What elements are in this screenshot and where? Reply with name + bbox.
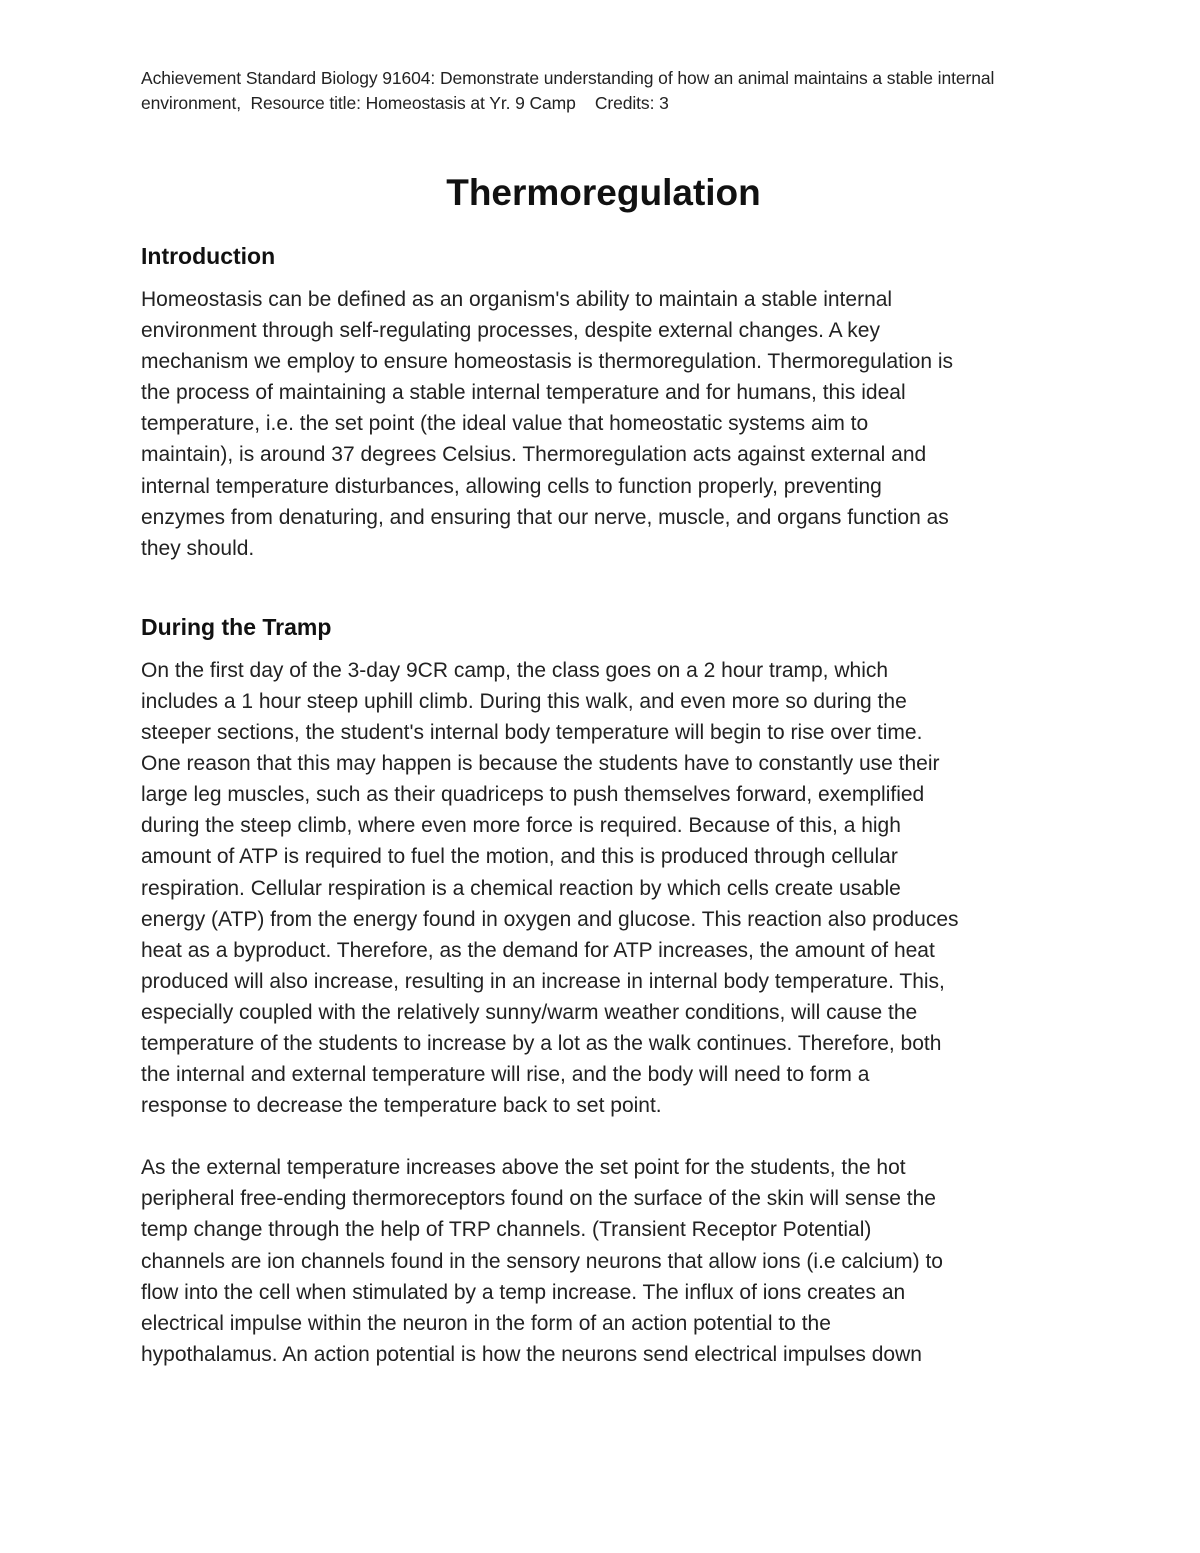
section-heading-introduction: Introduction — [141, 243, 276, 269]
achievement-standard-note — [141, 66, 1066, 116]
document-title: Thermoregulation — [446, 172, 761, 213]
text-line: Homeostasis can be defined as an organism's ability to maintain a stable internal — [141, 288, 893, 311]
text-line: response to decrease the temperature back to set point. — [141, 1094, 662, 1118]
text-line: channels are ion channels found in the sensory neurons that allow ions (i.e calcium) to — [141, 1249, 943, 1273]
text-line: electrical impulse within the neuron in the form of an action potential to the — [141, 1311, 831, 1335]
text-line: includes a 1 hour steep uphill climb. During this walk, and even more so during the — [141, 689, 907, 713]
text-line: especially coupled with the relatively sunny/warm weather conditions, will cause the — [141, 1000, 918, 1024]
text-line: As the external temperature increases above the set point for the students, the hot — [141, 1156, 906, 1180]
text-line: temp change through the help of TRP channels. (Transient Receptor Potential) — [141, 1218, 872, 1242]
header-note-line: Achievement Standard Biology 91604: Demonstrate understanding of how an animal maintains a stable internal — [141, 68, 995, 88]
section-heading-during-the-tramp: During the Tramp — [141, 613, 332, 640]
text-line: enzymes from denaturing, and ensuring that our nerve, muscle, and organs function as — [141, 505, 949, 529]
text-line: On the first day of the 3-day 9CR camp, the class goes on a 2 hour tramp, which — [141, 658, 889, 682]
header-note-line: environment, Resource title: Homeostasis at Yr. 9 Camp Credits: 3 — [141, 93, 669, 113]
text-line: hypothalamus. An action potential is how the neurons send electrical impulses down — [141, 1342, 922, 1366]
text-line: environment through self-regulating processes, despite external changes. A key — [141, 319, 880, 343]
tramp-paragraph-2 — [141, 1152, 1066, 1370]
text-line: produced will also increase, resulting in an increase in internal body temperature. This, — [141, 969, 945, 993]
tramp-paragraph-1 — [141, 655, 1066, 1121]
text-line: internal temperature disturbances, allowing cells to function properly, preventing — [141, 474, 882, 498]
text-line: mechanism we employ to ensure homeostasis is thermoregulation. Thermoregulation is — [141, 350, 953, 374]
text-line: maintain), is around 37 degrees Celsius. Thermoregulation acts against external and — [141, 443, 927, 467]
text-line: peripheral free-ending thermoreceptors found on the surface of the skin will sense the — [141, 1187, 936, 1211]
text-line: temperature of the students to increase by a lot as the walk continues. Therefore, both — [141, 1031, 942, 1055]
text-line: during the steep climb, where even more force is required. Because of this, a high — [141, 814, 901, 838]
text-line: heat as a byproduct. Therefore, as the demand for ATP increases, the amount of heat — [141, 938, 935, 962]
text-line: they should. — [141, 536, 255, 560]
document-page — [141, 66, 1066, 1370]
text-line: flow into the cell when stimulated by a temp increase. The influx of ions creates an — [141, 1280, 906, 1304]
text-line: the internal and external temperature will rise, and the body will need to form a — [141, 1063, 870, 1087]
text-line: large leg muscles, such as their quadriceps to push themselves forward, exemplified — [141, 783, 925, 807]
text-line: the process of maintaining a stable internal temperature and for humans, this ideal — [141, 381, 906, 405]
text-line: energy (ATP) from the energy found in oxygen and glucose. This reaction also produces — [141, 907, 959, 931]
text-line: temperature, i.e. the set point (the ideal value that homeostatic systems aim to — [141, 412, 869, 436]
intro-paragraph — [141, 284, 1066, 564]
text-line: One reason that this may happen is because the students have to constantly use their — [141, 752, 940, 776]
text-line: steeper sections, the student's internal body temperature will begin to rise over time. — [141, 721, 923, 745]
text-line: amount of ATP is required to fuel the motion, and this is produced through cellular — [141, 845, 898, 869]
text-line: respiration. Cellular respiration is a chemical reaction by which cells create usable — [141, 876, 901, 900]
